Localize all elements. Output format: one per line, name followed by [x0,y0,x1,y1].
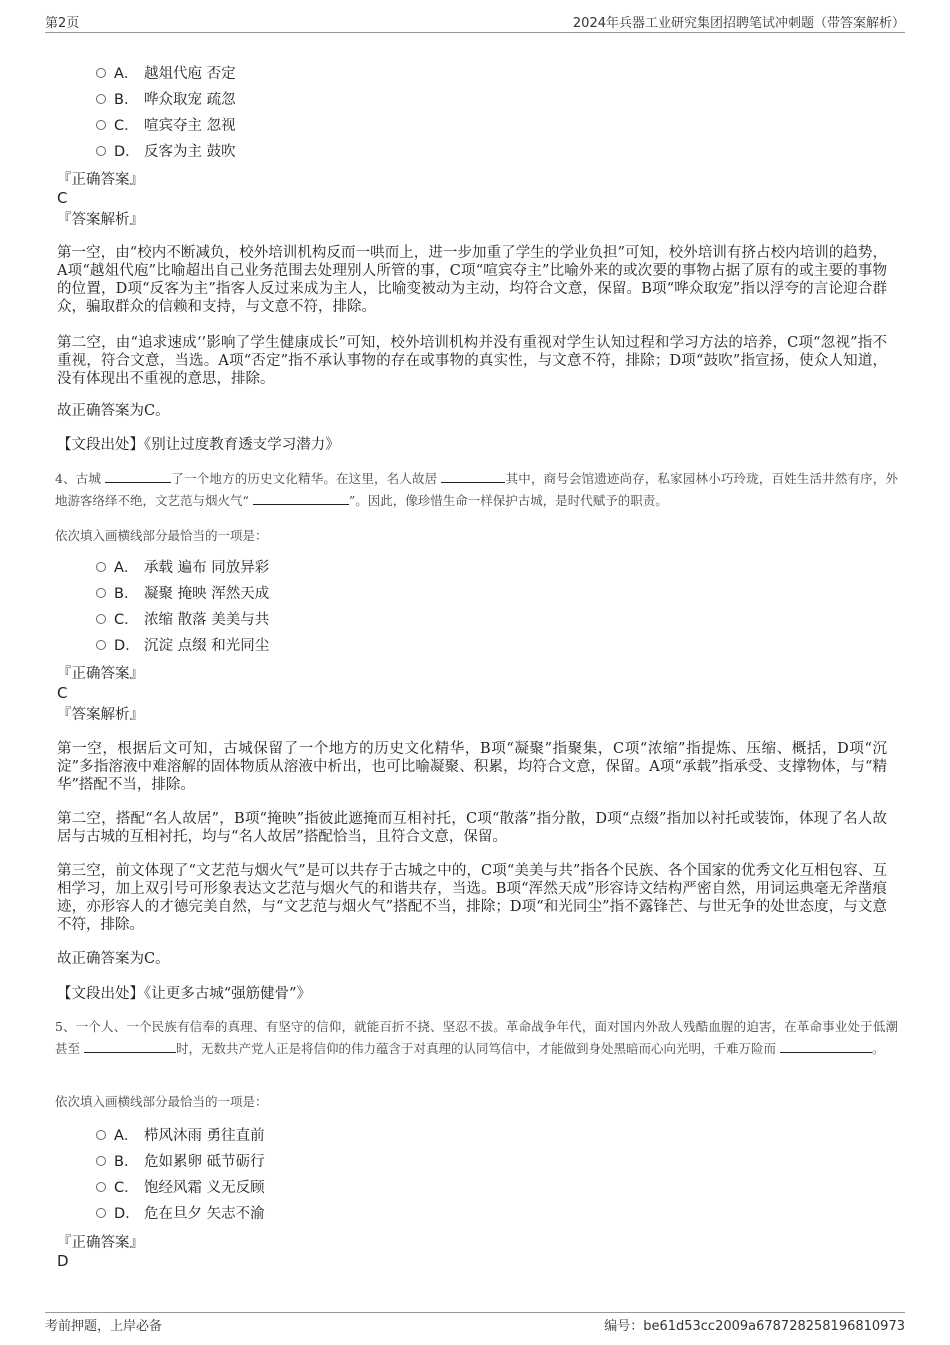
q3-option-b[interactable]: B． 哗众取宠 疏忽 [96,90,236,110]
q4-option-b[interactable]: B． 凝聚 掩映 浑然天成 [96,584,269,604]
analysis-paragraph: 第二空，搭配“名人故居”，B项“掩映”指彼此遮掩而互相衬托，C项“散落”指分散，D项“点缀”指加以衬托或装饰，体现了名人故居与古城的互相衬托，均与“名人故居”搭配恰当，且符合文意，保留。 [57,811,887,845]
q3-option-d[interactable]: D． 反客为主 鼓吹 [96,142,236,162]
radio-icon[interactable] [96,120,106,130]
analysis-label: 『答案解析』 [57,707,144,723]
analysis-paragraph: 第三空，前文体现了“文艺范与烟火气”是可以共存于古城之中的，C项“美美与共”指各个民族、各个国家的优秀文化互相包容、互相学习，加上双引号可形象表达文艺范与烟火气的和谐共存，当选。B项“浑然天成”形容诗文结构严密自然，用词运典毫无斧凿痕迹，亦形容人的才德完美自然，与“文艺范与烟火气”搭配不当，排除；D项“和光同尘”指不露锋芒、与世无争的处世态度，与文意不符，排除。 [57,863,887,933]
option-text: 浓缩 散落 美美与共 [144,612,270,628]
analysis-conclusion: 故正确答案为C。 [57,403,170,419]
answer-blank [253,491,349,505]
question-stem: 5、一个人、一个民族有信奉的真理、有坚守的信仰，就能百折不挠、坚忍不拔。革命战争年代，面对国内外敌人残酷血腥的迫害，在革命事业处于低潮甚至 时，无数共产党人正是将信仰的伟力蕴含于对真理的认同笃信中，才能做到身处黑暗而心向光明，千难万险而 。 [55,1019,898,1056]
option-text: 栉风沐雨 勇往直前 [144,1128,265,1144]
radio-icon[interactable] [96,68,106,78]
answer-blank [441,469,505,483]
radio-icon[interactable] [96,640,106,650]
radio-icon[interactable] [96,588,106,598]
option-text: 反客为主 鼓吹 [144,144,236,160]
q5-option-b[interactable]: B． 危如累卵 砥节砺行 [96,1152,265,1172]
q4-option-c[interactable]: C． 浓缩 散落 美美与共 [96,610,269,630]
q3-option-c[interactable]: C． 喧宾夺主 忽视 [96,116,236,136]
option-text: 越俎代庖 否定 [144,66,236,82]
analysis-paragraph: 第一空，根据后文可知，古城保留了一个地方的历史文化精华，B项“凝聚”指聚集，C项“浓缩”指提炼、压缩、概括，D项“沉淀”多指溶液中难溶解的固体物质从溶液中析出，也可比喻凝聚、积累，均符合文意，保留。A项“承载”指承受、支撑物体，与“精华”搭配不当，排除。 [57,741,887,793]
analysis-paragraph: 第二空，由“追求速成‘’影响了学生健康成长”可知，校外培训机构并没有重视对学生认知过程和学习方法的培养，C项“忽视”指不重视，符合文意，当选。A项“否定”指不承认事物的存在或事物的真实性，与文意不符，排除；D项“鼓吹”指宣扬，使众人知道，没有体现出不重视的意思，排除。 [57,335,887,387]
correct-answer-label: 『正确答案』 [57,1235,144,1251]
source-citation: 【文段出处】《让更多古城“强筋健骨”》 [57,986,312,1002]
option-text: 危在旦夕 矢志不渝 [144,1206,265,1222]
analysis-paragraph: 第一空，由“校内不断减负，校外培训机构反而一哄而上，进一步加重了学生的学业负担”可知，校外培训有挤占校内培训的趋势，A项“越俎代庖”比喻超出自己业务范围去处理别人所管的事，C项“喧宾夺主”比喻外来的或次要的事物占据了原有的或主要的事物的位置，D项“反客为主”指客人反过来成为主人，比喻变被动为主动，均符合文意，保留。B项“哗众取宠”指以浮夸的言论迎合群众，骗取群众的信赖和支持，与文意不符，排除。 [57,245,887,315]
document-serial: 编号：be61d53cc2009a678728258196810973 [604,1319,905,1334]
correct-answer: C [57,684,68,702]
radio-icon[interactable] [96,94,106,104]
analysis-conclusion: 故正确答案为C。 [57,951,170,967]
question-prompt: 依次填入画横线部分最恰当的一项是： [55,528,268,543]
q3-option-a[interactable]: A． 越俎代庖 否定 [96,64,236,84]
radio-icon[interactable] [96,1208,106,1218]
option-text: 饱经风霜 义无反顾 [144,1180,265,1196]
correct-answer-label: 『正确答案』 [57,172,144,188]
question-stem: 4、古城 了一个地方的历史文化精华。在这里，名人故居 其中，商号会馆遗迹尚存，私家园林小巧玲珑，百姓生活井然有序，外地游客络绎不绝，文艺范与烟火气“ ”。因此，像珍惜生命一样保护古城，是时代赋予的职责。 [55,471,898,508]
answer-blank [780,1039,872,1053]
radio-icon[interactable] [96,1130,106,1140]
question-prompt: 依次填入画横线部分最恰当的一项是： [55,1094,268,1109]
q5-option-c[interactable]: C． 饱经风霜 义无反顾 [96,1178,265,1198]
radio-icon[interactable] [96,614,106,624]
option-text: 承载 遍布 同放异彩 [144,560,270,576]
option-text: 危如累卵 砥节砺行 [144,1154,265,1170]
correct-answer: D [57,1252,69,1270]
radio-icon[interactable] [96,1182,106,1192]
radio-icon[interactable] [96,1156,106,1166]
option-text: 凝聚 掩映 浑然天成 [144,586,270,602]
page-number: 第2页 [45,16,80,31]
answer-blank [84,1039,176,1053]
document-title: 2024年兵器工业研究集团招聘笔试冲刺题（带答案解析） [572,16,905,31]
page-header [45,12,905,33]
q4-option-a[interactable]: A． 承载 遍布 同放异彩 [96,558,269,578]
radio-icon[interactable] [96,146,106,156]
correct-answer: C [57,189,68,207]
option-text: 喧宾夺主 忽视 [144,118,236,134]
q5-option-a[interactable]: A． 栉风沐雨 勇往直前 [96,1126,265,1146]
analysis-label: 『答案解析』 [57,212,144,228]
option-text: 哗众取宠 疏忽 [144,92,236,108]
correct-answer-label: 『正确答案』 [57,666,144,682]
q5-option-d[interactable]: D． 危在旦夕 矢志不渝 [96,1204,265,1224]
q4-option-d[interactable]: D． 沉淀 点缀 和光同尘 [96,636,269,656]
source-citation: 【文段出处】《别让过度教育透支学习潜力》 [57,437,340,453]
page-footer [45,1312,905,1337]
option-text: 沉淀 点缀 和光同尘 [144,638,270,654]
answer-blank [105,469,171,483]
radio-icon[interactable] [96,562,106,572]
footer-slogan: 考前押题，上岸必备 [45,1319,163,1334]
